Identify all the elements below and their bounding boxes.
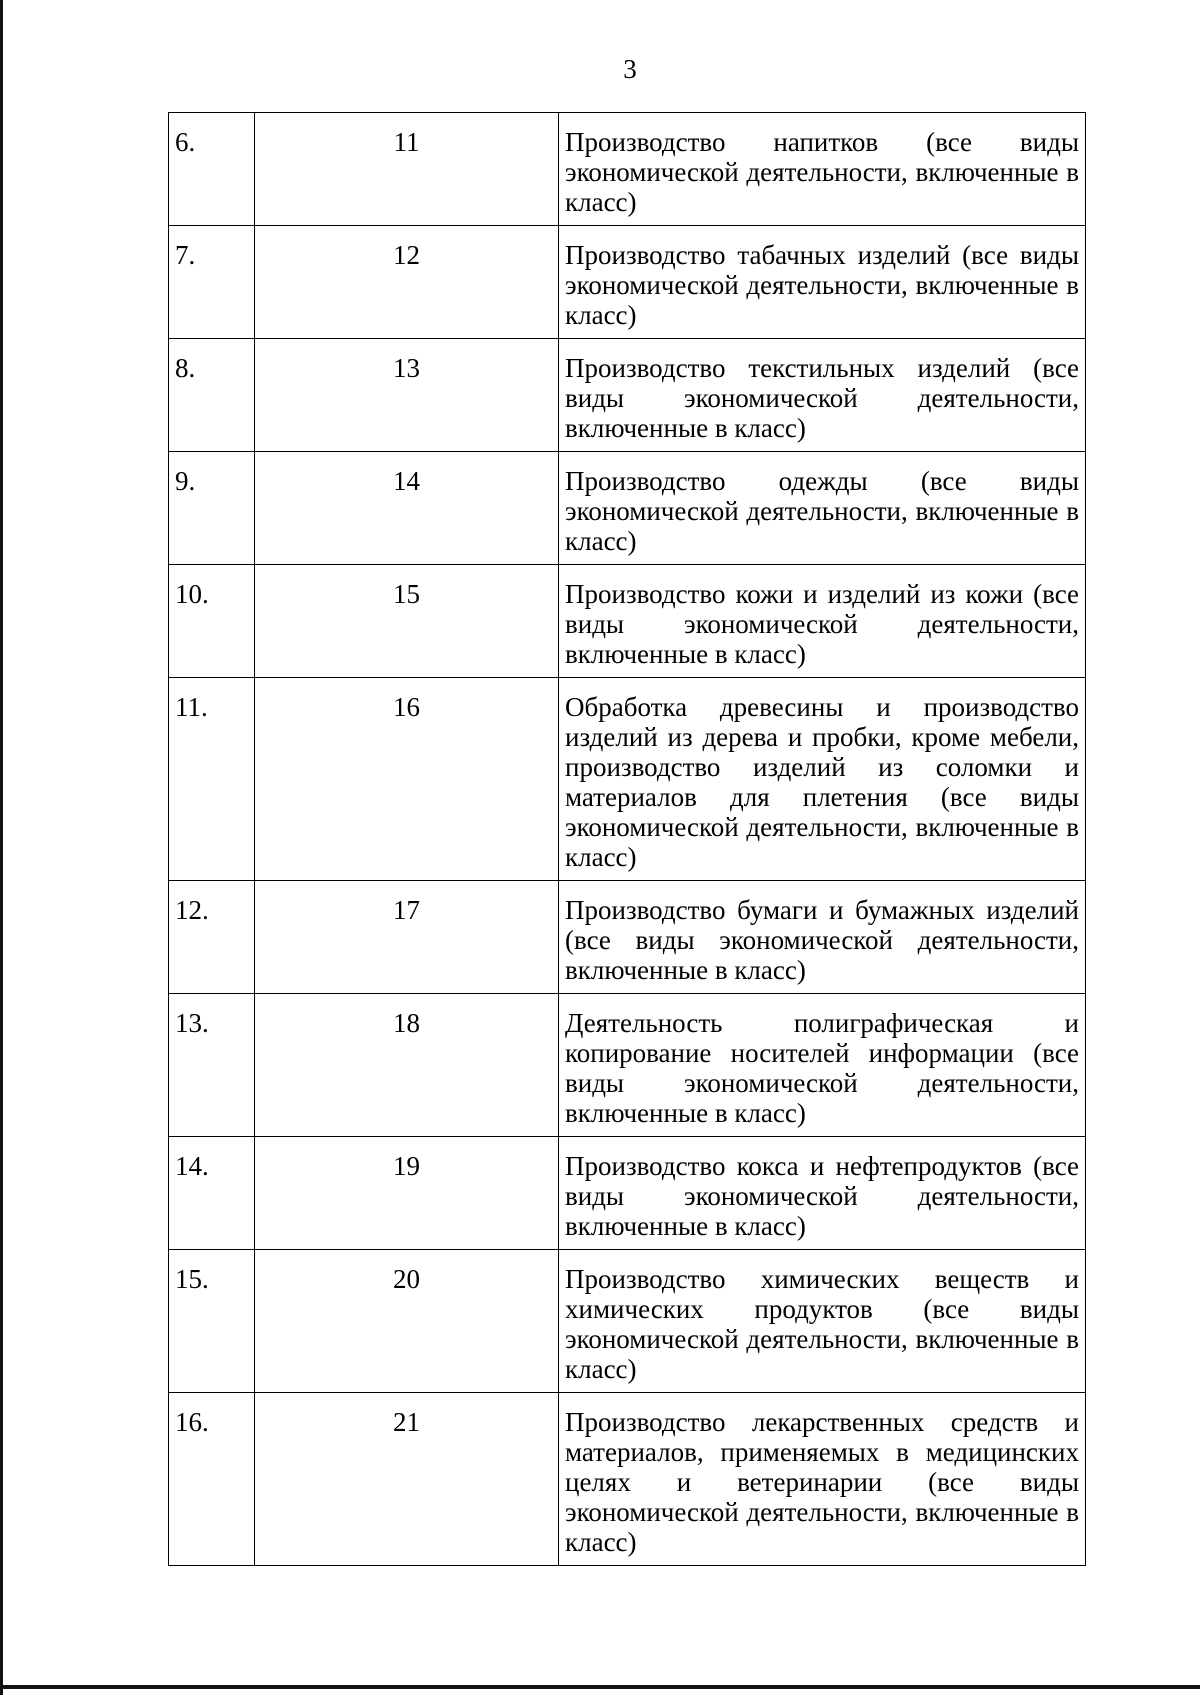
activity-description: Производство текстильных изделий (все виды экономической деятельности, включенные в класс): [559, 339, 1086, 452]
row-number: 15.: [169, 1250, 255, 1393]
activity-code: 21: [255, 1393, 559, 1566]
page-number: 3: [623, 54, 637, 84]
activity-description: Производство кожи и изделий из кожи (все виды экономической деятельности, включенные в класс): [559, 565, 1086, 678]
row-number: 12.: [169, 881, 255, 994]
table-row: [169, 565, 1086, 678]
activity-code: 12: [255, 226, 559, 339]
activity-description: Производство бумаги и бумажных изделий (все виды экономической деятельности, включенные в класс): [559, 881, 1086, 994]
table-row: [169, 678, 1086, 881]
activity-description: Деятельность полиграфическая и копирование носителей информации (все виды экономической деятельности, включенные в класс): [559, 994, 1086, 1137]
row-number: 11.: [169, 678, 255, 881]
table-row: [169, 113, 1086, 226]
activity-code: 16: [255, 678, 559, 881]
row-number: 14.: [169, 1137, 255, 1250]
table-row: [169, 881, 1086, 994]
activity-codes-table: [168, 112, 1086, 1566]
activity-code: 19: [255, 1137, 559, 1250]
table-row: [169, 339, 1086, 452]
row-number: 6.: [169, 113, 255, 226]
activity-description: Производство химических веществ и химических продуктов (все виды экономической деятельности, включенные в класс): [559, 1250, 1086, 1393]
activity-description: Производство лекарственных средств и материалов, применяемых в медицинских целях и ветеринарии (все виды экономической деятельности, включенные в класс): [559, 1393, 1086, 1566]
activity-description: Производство напитков (все виды экономической деятельности, включенные в класс): [559, 113, 1086, 226]
activity-code: 17: [255, 881, 559, 994]
row-number: 13.: [169, 994, 255, 1137]
table-row: [169, 452, 1086, 565]
activity-description: Производство кокса и нефтепродуктов (все виды экономической деятельности, включенные в класс): [559, 1137, 1086, 1250]
activity-code: 11: [255, 113, 559, 226]
activity-code: 13: [255, 339, 559, 452]
row-number: 9.: [169, 452, 255, 565]
row-number: 7.: [169, 226, 255, 339]
table-row: [169, 226, 1086, 339]
scan-left-border: [0, 0, 3, 1695]
row-number: 16.: [169, 1393, 255, 1566]
table-row: [169, 1393, 1086, 1566]
table-row: [169, 1137, 1086, 1250]
activity-code: 14: [255, 452, 559, 565]
activity-description: Обработка древесины и производство изделий из дерева и пробки, кроме мебели, производство изделий из соломки и материалов для плетения (все виды экономической деятельности, включенные в класс): [559, 678, 1086, 881]
row-number: 8.: [169, 339, 255, 452]
row-number: 10.: [169, 565, 255, 678]
table-row: [169, 994, 1086, 1137]
activity-code: 15: [255, 565, 559, 678]
scan-bottom-border: [0, 1685, 1200, 1689]
activity-code: 18: [255, 994, 559, 1137]
activity-code: 20: [255, 1250, 559, 1393]
table-row: [169, 1250, 1086, 1393]
activity-description: Производство одежды (все виды экономической деятельности, включенные в класс): [559, 452, 1086, 565]
activity-description: Производство табачных изделий (все виды экономической деятельности, включенные в класс): [559, 226, 1086, 339]
